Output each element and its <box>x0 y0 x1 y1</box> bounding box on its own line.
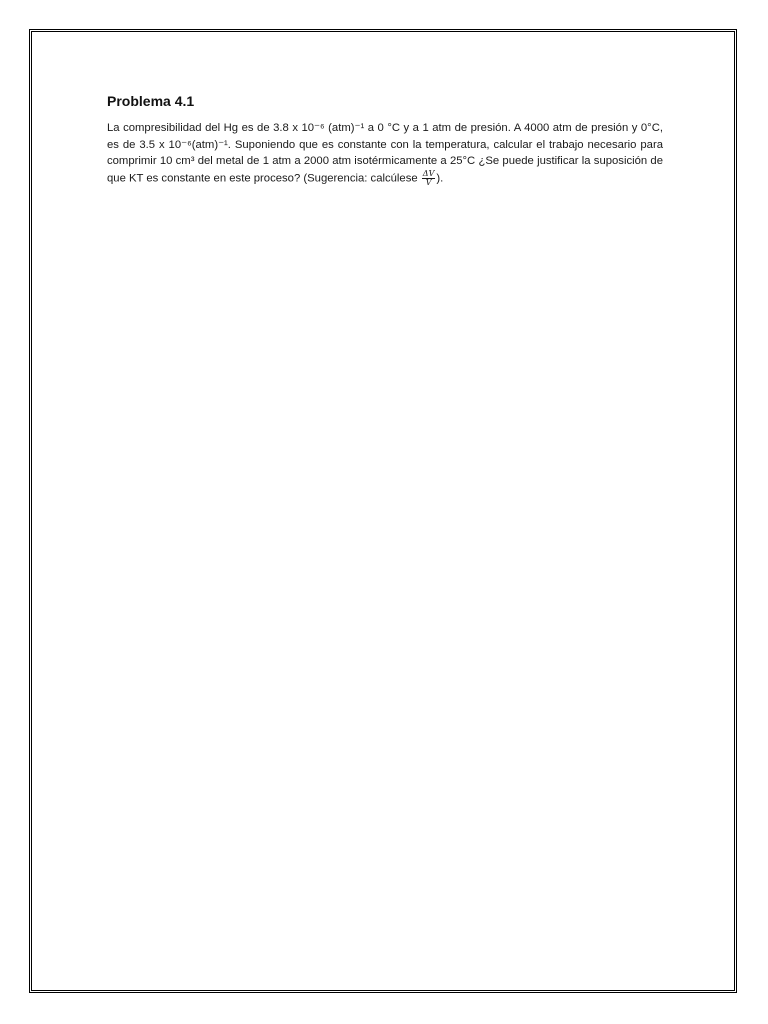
fraction-numerator: ΔV <box>422 168 435 178</box>
problem-title: Problema 4.1 <box>107 93 195 109</box>
problem-statement <box>107 120 663 187</box>
document-page <box>31 31 735 991</box>
fraction-denominator: V <box>425 177 432 187</box>
delta-v-over-v-fraction <box>422 170 436 187</box>
closing-text: ). <box>436 171 444 184</box>
page-content <box>107 92 663 187</box>
problem-text: La compresibilidad del Hg es de 3.8 x 10⁻⁶ (atm)⁻¹ a 0 °C y a 1 atm de presión. A 4000 atm de presión y 0°C, es de 3.5 x 10⁻⁶(atm)⁻¹. Suponiendo que es constante con la temperatura, calcular el trabajo necesario para comprimir 10 cm³ del metal de 1 atm a 2000 atm isotérmicamente a 25°C ¿Se puede justificar la suposición de que KT es constante en este proceso? (Sugerencia: calcúlese <box>107 122 663 184</box>
